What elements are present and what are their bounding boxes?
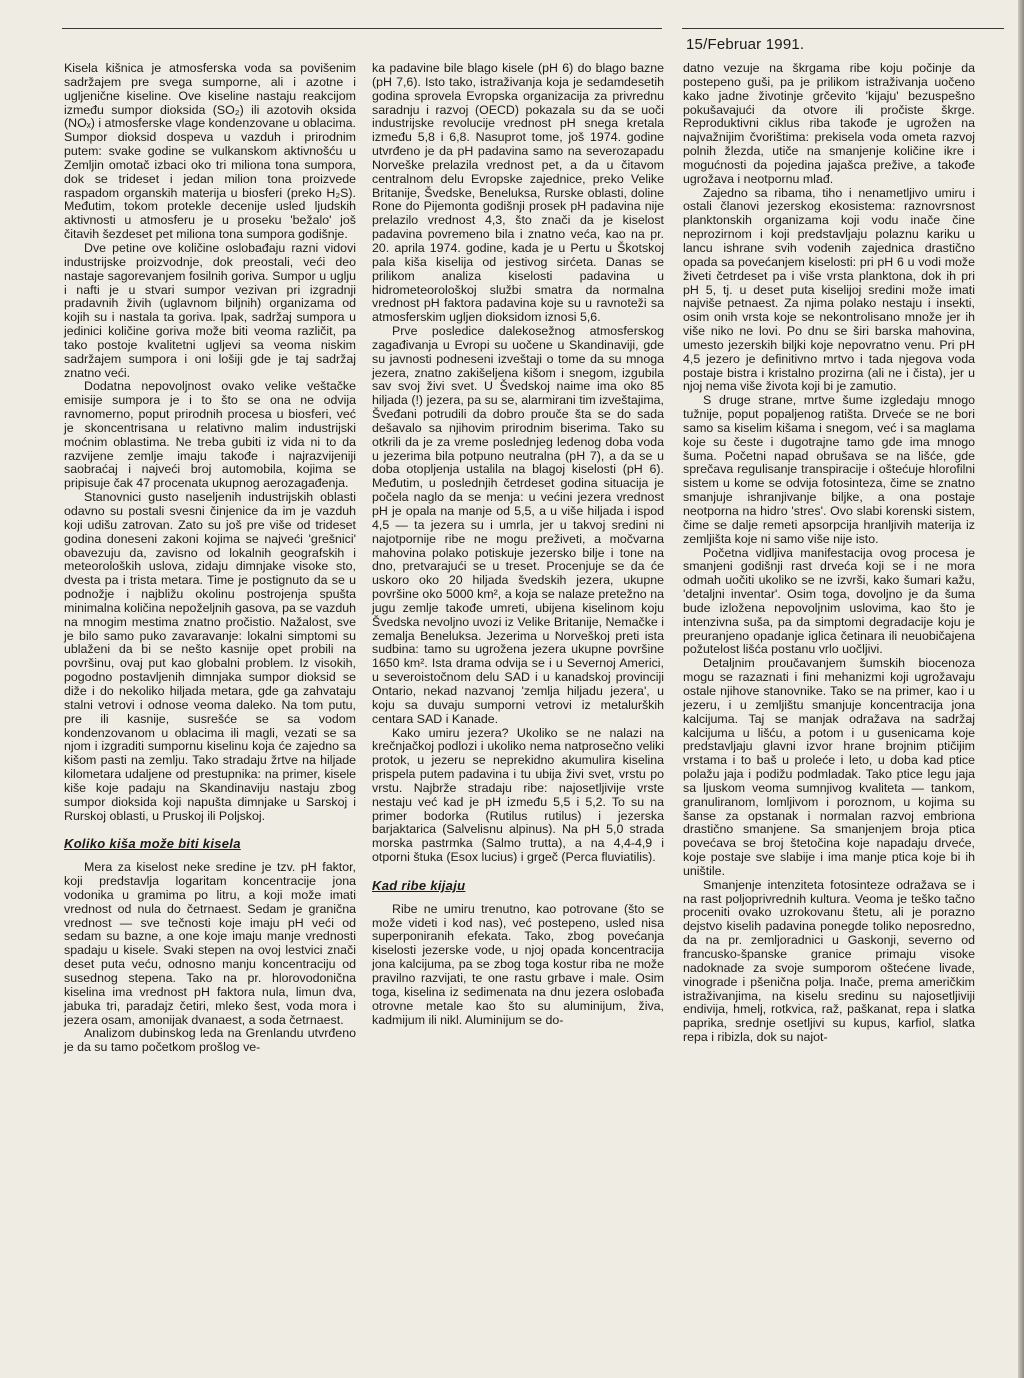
paragraph: Kako umiru jezera? Ukoliko se ne nalazi na krečnjačkoj podlozi i ukoliko nema natprosečno veliki protok, u jezeru se neprekidno akumulira kiselina prispela putem padavina i tu ubija živi svet, vrstu po vrstu. Najbrže stradaju ribe: najosetljivije vrste nestaju već kad je pH između 5,5 i 5,2. To su na primer bodorka (Rutilus rutilus) i jezerska barjaktarica (Salvelisnu alpinus). Na pH 5,0 strada morska pastrmka (Salmo trutta), a na 4,4-4,9 i otporni štuka (Esox lucius) i grgeč (Perca fluviatilis). bbox=[372, 725, 664, 865]
paragraph: Dodatna nepovoljnost ovako velike veštačke emisije sumpora je i to što se ona ne odvija ravnomerno, poput prirodnih procesa u biosferi, već je skoncentrisana u relativno malim industrijski moćnim oblastima. Ne treba gubiti iz vida ni to da razvijene zemlje imaju takođe i najrazvijeniji saobraćaj i najveći broj automobila, kojima se pripisuje čak 47 procenata ukupnog aerozagađenja. bbox=[64, 379, 356, 491]
paragraph: Stanovnici gusto naseljenih industrijskih oblasti odavno su postali svesni činjenice da im je vazduh koji udišu zatrovan. Zato su još pre više od trideset godina doneseni zakoni kojima se najveći 'grešnici' obavezuju da, zavisno od lokalnih geografskih i meteoroloških uslova, zidaju dimnjake visoke sto, dvesta pa i trista metara. Time je postignuto da se u podnožje i najbližu okolinu postrojenja spušta minimalna količina nepoželjnih gasova, pa se vazduh na mnogim mestima znatno pročistio. Nažalost, sve je bilo samo puko zavaravanje: lokalni simptomi su ublaženi da bi se nešto kasnije opet probili na površinu, ovaj put kao globalni problem. Iz visokih, pogodno postavljenih dimnjaka sumpor dioksid se diže i do nekoliko hiljada metara, gde ga zahvataju stalni vetrovi i odnose veoma daleko. Na tom putu, pre ili kasnije, susrešće se sa vodom kondenzovanom u oblacima ili magli, vezati se sa njom i izgraditi sumpornu kiselinu koja će zajedno sa kišom pasti na zemlju. Tako stradaju žrtve na hiljade kilometara udaljene od prestupnika: na primer, kisele kiše koje padaju na Skandinaviju nastaju zbog sumpor dioksida koji napušta dimnjake u Sarskoj i Rurskoj oblasti, u Pruskoj ili Poljskoj. bbox=[64, 490, 356, 823]
paragraph: Detaljnim proučavanjem šumskih biocenoza mogu se razaznati i fini mehanizmi koji ugrožavaju ostale njihove stanovnike. Tako se na primer, kao i u jezeru, i u zemljištu smanjuje koncentracija jona kalcijuma. Taj se manjak odražava na sadržaj kalcijuma u lišću, a potom i u gusenicama koje predstavljaju glavni izvor hrane brojnim ptičijim vrstama i to baš u proleće i leto, u doba kad ptice polažu jaja i podižu podmladak. Tako ptice legu jaja sa ljuskom veoma sumnjivog kvaliteta — tankom, granuliranom, lomljivom i poroznom, u kojima su šanse za opstanak i normalan razvoj embriona drastično smanjene. Sa smanjenjem broja ptica povećava se broj štetočina koje napadaju drveće, koje postaje sve slabije i ima manje ptica koje bi ih uništile. bbox=[683, 656, 975, 878]
issue-date: 15/Februar 1991. bbox=[686, 36, 805, 53]
paragraph: Ribe ne umiru trenutno, kao potrovane (što se može videti i kod nas), već postepeno, usled nisa superponiranih efekata. Tako, zbog povećanja kiselosti jezerske vode, u njoj opada koncentracija jona kalcijuma, pa se zbog toga kostur riba ne može pravilno razvijati, te one rastu grbave i male. Osim toga, kiselina iz sedimenata na dnu jezera oslobađa otrovne metale kao što su aluminijum, živa, kadmijum ili nikl. Aluminijum se do- bbox=[372, 901, 664, 1027]
paragraph: S druge strane, mrtve šume izgledaju mnogo tužnije, poput popaljenog ratišta. Drveće se ne bori samo sa kiselim kišama i snegom, već i sa maglama koje su česte i dugotrajne tamo gde ima mnogo šuma. Početni napad obrušava se na lišće, gde sprečava regulisanje transpiracije i oštećuje hlorofilni sistem u kome se odvija fotosinteza, čime se znatno smanjuje ishranjivanje biljke, a ona postaje neotporna na hidro 'stres'. Ovo slabi korenski sistem, čime se dalje remeti apsorpcija hranljivih materija iz zemljišta koje ni samo više nije isto. bbox=[683, 393, 975, 546]
paragraph: Analizom dubinskog leda na Grenlandu utvrđeno je da su tamo početkom prošlog ve- bbox=[64, 1026, 356, 1055]
paragraph: datno vezuje na škrgama ribe koju počinje da postepeno guši, pa je prilikom istraživanja uočeno kako jadne životinje grčevito 'kijaju' bezuspešno pokušavajući da otvore ili pročiste škrge. Reproduktivni ciklus riba takođe je ugrožen na najvažnijim čvorištima: prekisela voda ometa razvoj polnih žlezda, utiče na smanjenje količine ikre i mogućnosti da pojedina jajašca prežive, a takođe ugrožava i neotpornu mlađ. bbox=[683, 61, 975, 186]
page-edge bbox=[1018, 0, 1024, 1378]
paragraph: ka padavine bile blago kisele (pH 6) do blago bazne (pH 7,6). Isto tako, istraživanja koja je sedamdesetih godina sprovela Evropska organizacija za privrednu saradnju i razvoj (OECD) pokazala su da se uoči industrijske revolucije vrednost pH snega kretala između 5,8 i 6,8. Nasuprot tome, još 1974. godine utvrđeno je da pH padavina samo na severozapadu Norveške prelazila vrednost pet, a da u čitavom centralnom delu Evropske zajednice, preko Velike Britanije, Švedske, Beneluksa, Rurske oblasti, doline Rone do Pijemonta godišnji prosek pH padavina nije prelazilo vrednost 4,3, što znači da je kiselost padavina povremeno bila i znatno veća, kao na pr. 20. aprila 1974. godine, kada je u Pertu u Škotskoj pala kiša kiselija od jestivog sirćeta. Danas se prilikom analiza kiselosti padavina u hidrometeorološkoj službi smatra da normalna vrednost pH faktora padavina koje su u ravnoteži sa atmosferskim ugljen dioksidom iznosi 5,6. bbox=[372, 61, 664, 325]
paragraph: Mera za kiselost neke sredine je tzv. pH faktor, koji predstavlja logaritam koncentracije jona vodonika u gramima po litru, a koji može imati vrednost od nula do četrnaest. Sedam je granična vrednost — sve tečnosti koje imaju pH veći od sedam su bazne, a one koje imaju manje vrednosti spadaju u kisele. Svaki stepen na ovoj lestvici znači deset puta veću, odnosno manju koncentraciju od susednog stepena. Tako na pr. hlorovodonična kiselina ima vrednost pH faktora nula, limun dva, jabuka tri, paradajz četiri, mleko šest, voda mora i jezera osam, amonijak dvanaest, a soda četrnaest. bbox=[64, 860, 356, 1027]
top-rule-right bbox=[682, 28, 1004, 29]
column-3 bbox=[683, 62, 975, 1045]
column-1 bbox=[64, 62, 356, 1055]
paragraph: Dve petine ove količine oslobađaju razni vidovi industrijske proizvodnje, dok preostali, veći deo nastaje sagorevanjem fosilnih goriva. Sumpor u uglju i nafti je u stvari sumpor vezivan pri izgradnji pradavnih živih (uglavnom biljnih) organizama od kojih su i nastala ta goriva. Ipak, sadržaj sumpora u jedinici količine goriva može biti veoma različit, pa tako postoje kvalitetni ugljevi sa veoma niskim sadržajem sumpora i oni lošiji gde je taj sadržaj znatno veći. bbox=[64, 240, 356, 380]
column-2 bbox=[372, 62, 664, 1027]
section-heading: Kad ribe kijaju bbox=[372, 877, 466, 893]
top-rule-left bbox=[62, 28, 662, 29]
section-heading: Koliko kiša može biti kisela bbox=[64, 836, 241, 852]
paragraph: Smanjenje intenziteta fotosinteze odražava se i na rast poljoprivrednih kultura. Veoma je teško tačno proceniti ovako uzrokovanu štetu, ali je porazno dejstvo kiselih padavina ponegde toliko neposredno, da na pr. zemljoradnici u Gaskonji, severno od francusko-španske granice primaju visoke nadoknade za svoje sumporom oštećene livade, vinograde i pšenična polja. Inače, prema američkim istraživanjima, na kiselu sredinu su najosetljiviji endivija, hmelj, rotkvica, raž, paškanat, repa i slatka paprika, srednje osetljivi su kupus, karfiol, slatka repa i ribizla, dok su najot- bbox=[683, 877, 975, 1045]
paragraph: Početna vidljiva manifestacija ovog procesa je smanjeni godišnji rast drveća koji se i ne mora odmah uočiti ukoliko se ne izvrši, kako šumari kažu, 'detaljni inventar'. Osim toga, dovoljno je da šuma bude izložena nepovoljnim uslovima, kao što je intenzivna suša, pa da simptomi degradacije koju je preuranjeno opadanje iglica četinara ili neuobičajena požutelost lišća postanu vrlo uočljivi. bbox=[683, 545, 975, 657]
paragraph: Kisela kišnica je atmosferska voda sa povišenim sadržajem pre svega sumporne, ali i azotne i ugljenične kiseline. Ove kiseline nastaju reakcijom između sumpor dioksida (SO₂) ili azotovih oksida (NOₓ) i atmosferske vlage kondenzovane u oblacima. Sumpor dioksid dospeva u vazduh i prirodnim putem: svake godine se vulkanskom aktivnošću u Zemljin omotač izbaci oko tri miliona tona sumpora, dok se trideset i jedan milion tona proizvede raspadom organskih materija u biosferi (preko H₂S). Međutim, tokom protekle decenije usled ljudskih aktivnosti u atmosferu je u proseku 'bežalo' još čitavih šezdeset pet miliona tona sumpora godišnje. bbox=[64, 61, 356, 242]
paragraph: Prve posledice dalekosežnog atmosferskog zagađivanja u Evropi su uočene u Skandinaviji, gde su javnosti podneseni izveštaji o tome da su mnoga jezera, znatno zakišeljena kišom i snegom, izgubila sav svoj živi svet. U Švedskoj naime ima oko 85 hiljada (!) jezera, pa su se, alarmirani tim izveštajima, Šveđani potrudili da dobro prouče šta se do sada dešavalo sa njihovim prirodnim biserima. Tako su otkrili da je za vreme poslednjeg ledenog doba voda u jezerima bila potpuno neutralna (pH 7), a da se u doba otopljenja ustalila na blagoj kiselosti (pH 6). Međutim, u poslednjih četrdeset godina situacija je počela naglo da se menja: u većini jezera vrednost pH je opala na manje od 5,5, a u više hiljada i ispod 4,5 — ta jezera su i umrla, jer u takvoj sredini ni najotpornije ribe ne mogu preživeti, a močvarna mahovina polako potiskuje jezersko bilje i tone na dno, pretvarajući se u treset. Procenjuje se da će uskoro oko 20 hiljada švedskih jezera, ukupne površine oko 5000 km², a koja se nalaze pretežno na jugu zemlje takođe umreti, ubijena kiselinom koju Švedska nevoljno uvozi iz Velike Britanije, Nemačke i zemalja Beneluksa. Jezerima u Norveškoj preti ista sudbina: tamo su ugrožena jezera ukupne površine 1650 km². Ista drama odvija se i u Severnoj Americi, u severoistočnom delu SAD i u kanadskoj provinciji Ontario, nekad nazvanoj 'zemlja hiljadu jezera', u koju sa duvaju sumporni vetrovi iz metalurških centara SAD i Kanade. bbox=[372, 324, 665, 726]
paragraph: Zajedno sa ribama, tiho i nenametljivo umiru i ostali članovi jezerskog ekosistema: raznovrsnost planktonskih organizama koji vodu inače čine neprozirnom i koji predstavljaju polaznu kariku u lancu ishrane svih vodenih zajednica drastično opada sa povećanjem kiselosti: pri pH 6 u vodi može živeti četrdeset pa i više vrsta planktona, dok ih pri pH 5, tj. u deset puta kiselijoj sredini može imati najviše petnaest. Za njima polako nestaju i insekti, osim onih vrsta koje se nekontrolisano množe jer ih više niko ne lovi. Po dnu se širi barska mahovina, umesto jezerskih biljki koje nepovratno venu. Pri pH 4,5 jezero je definitivno mrtvo i tada njegova voda postaje bistra i kristalno prozirna (ali ne i čista), jer u njoj nema više života koji bi je zamutio. bbox=[683, 185, 975, 394]
